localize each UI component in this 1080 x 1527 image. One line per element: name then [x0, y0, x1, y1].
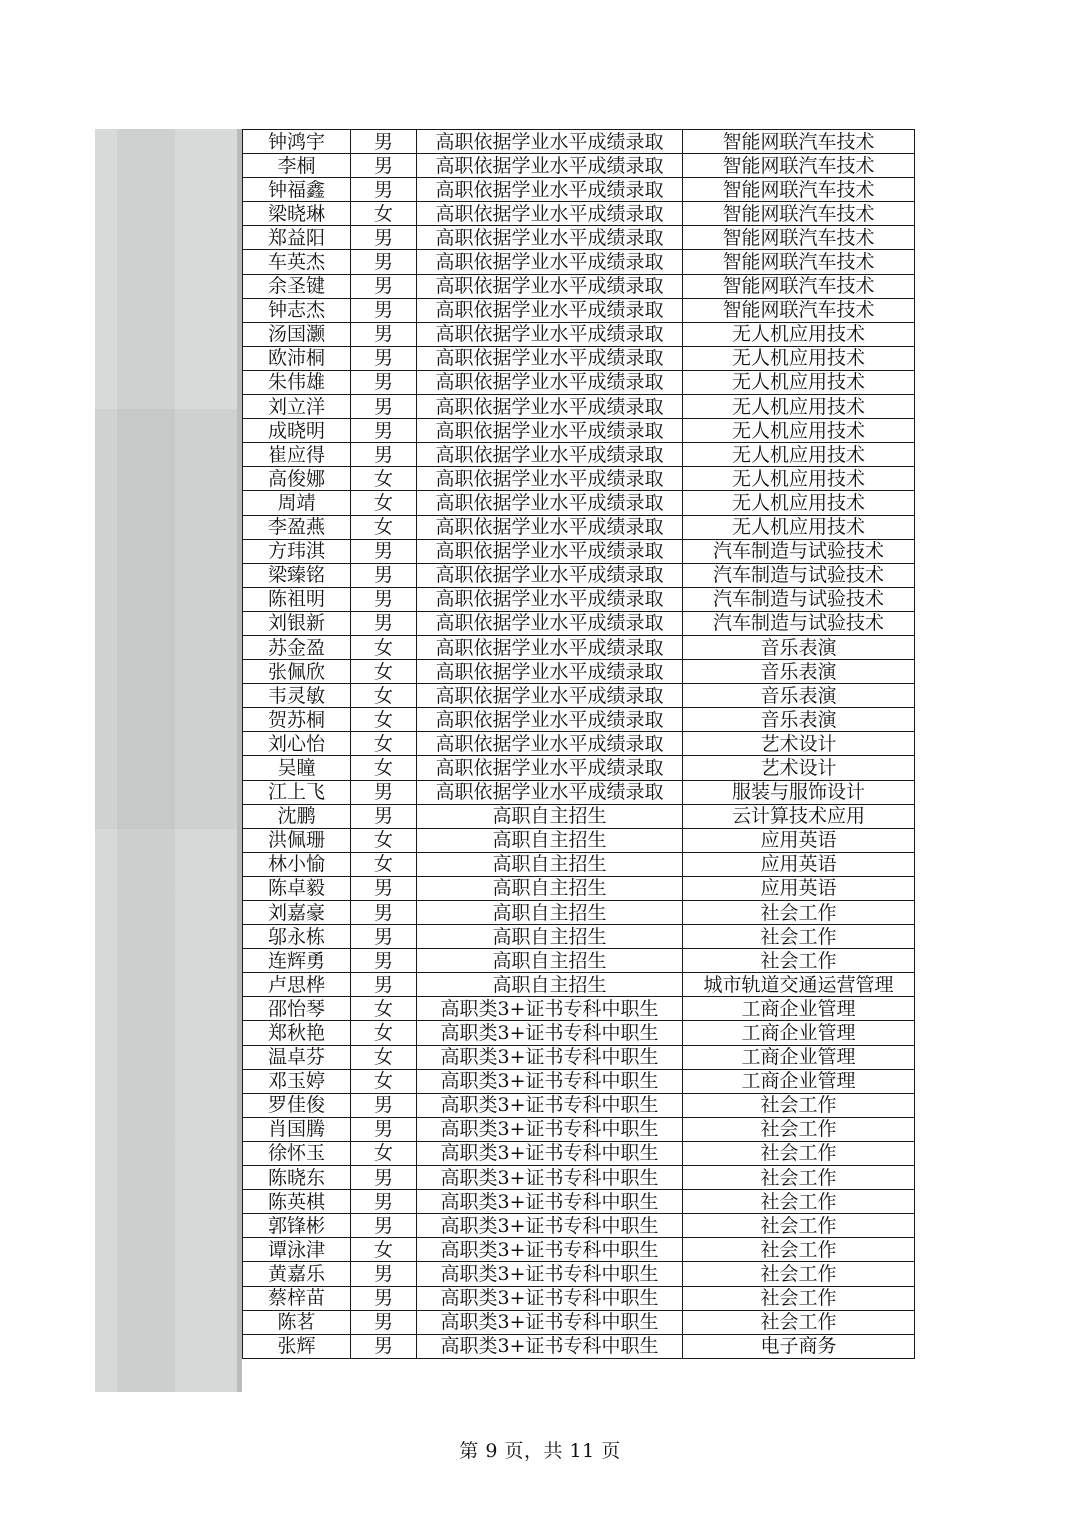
admission-type-cell: 高职自主招生 [417, 876, 683, 900]
admission-type-cell: 高职依据学业水平成绩录取 [417, 322, 683, 346]
admission-type-cell: 高职依据学业水平成绩录取 [417, 563, 683, 587]
admission-type-cell: 高职类3+证书专科中职生 [417, 1334, 683, 1358]
student-name-cell: 梁臻铭 [243, 563, 351, 587]
student-name-cell: 钟鸿宇 [243, 130, 351, 154]
gender-cell: 男 [351, 154, 417, 178]
student-name-cell: 陈英棋 [243, 1190, 351, 1214]
table-row [243, 274, 915, 298]
major-cell: 智能网联汽车技术 [683, 202, 915, 226]
gender-cell: 女 [351, 202, 417, 226]
table-row [243, 563, 915, 587]
admission-type-cell: 高职依据学业水平成绩录取 [417, 780, 683, 804]
admission-type-cell: 高职自主招生 [417, 852, 683, 876]
student-name-cell: 邵怡琴 [243, 997, 351, 1021]
student-name-cell: 刘嘉豪 [243, 901, 351, 925]
admission-type-cell: 高职类3+证书专科中职生 [417, 1310, 683, 1334]
student-name-cell: 刘立洋 [243, 395, 351, 419]
gender-cell: 男 [351, 1334, 417, 1358]
admission-type-cell: 高职自主招生 [417, 925, 683, 949]
table-row [243, 1069, 915, 1093]
gender-cell: 男 [351, 901, 417, 925]
major-cell: 社会工作 [683, 1286, 915, 1310]
student-name-cell: 郑益阳 [243, 226, 351, 250]
gender-cell: 男 [351, 1262, 417, 1286]
major-cell: 应用英语 [683, 876, 915, 900]
table-row [243, 322, 915, 346]
table-row [243, 419, 915, 443]
gender-cell: 男 [351, 274, 417, 298]
table-row [243, 780, 915, 804]
table-row [243, 1238, 915, 1262]
table-row [243, 587, 915, 611]
student-name-cell: 邬永栋 [243, 925, 351, 949]
student-name-cell: 张辉 [243, 1334, 351, 1358]
admission-type-cell: 高职类3+证书专科中职生 [417, 1214, 683, 1238]
student-name-cell: 连辉勇 [243, 949, 351, 973]
major-cell: 电子商务 [683, 1334, 915, 1358]
major-cell: 工商企业管理 [683, 1045, 915, 1069]
student-name-cell: 车英杰 [243, 250, 351, 274]
major-cell: 智能网联汽车技术 [683, 178, 915, 202]
gender-cell: 男 [351, 563, 417, 587]
major-cell: 智能网联汽车技术 [683, 298, 915, 322]
major-cell: 汽车制造与试验技术 [683, 563, 915, 587]
table-row [243, 611, 915, 635]
admission-type-cell: 高职依据学业水平成绩录取 [417, 660, 683, 684]
gender-cell: 男 [351, 346, 417, 370]
table-row [243, 539, 915, 563]
admission-type-cell: 高职依据学业水平成绩录取 [417, 467, 683, 491]
table-row [243, 1117, 915, 1141]
gender-cell: 女 [351, 660, 417, 684]
gender-cell: 女 [351, 1021, 417, 1045]
student-name-cell: 谭泳津 [243, 1238, 351, 1262]
gender-cell: 男 [351, 1286, 417, 1310]
gender-cell: 男 [351, 395, 417, 419]
student-name-cell: 汤国灏 [243, 322, 351, 346]
major-cell: 汽车制造与试验技术 [683, 539, 915, 563]
table-body [243, 130, 915, 1359]
student-name-cell: 徐怀玉 [243, 1141, 351, 1165]
table-row [243, 756, 915, 780]
table-row [243, 1214, 915, 1238]
major-cell: 智能网联汽车技术 [683, 130, 915, 154]
table-row [243, 178, 915, 202]
major-cell: 音乐表演 [683, 708, 915, 732]
admission-type-cell: 高职自主招生 [417, 804, 683, 828]
student-name-cell: 成晓明 [243, 419, 351, 443]
gender-cell: 男 [351, 130, 417, 154]
major-cell: 无人机应用技术 [683, 419, 915, 443]
student-name-cell: 欧沛桐 [243, 346, 351, 370]
student-name-cell: 黄嘉乐 [243, 1262, 351, 1286]
table-row [243, 1286, 915, 1310]
admission-type-cell: 高职依据学业水平成绩录取 [417, 298, 683, 322]
admission-type-cell: 高职类3+证书专科中职生 [417, 1117, 683, 1141]
student-name-cell: 吴瞳 [243, 756, 351, 780]
major-cell: 无人机应用技术 [683, 395, 915, 419]
table-row [243, 1334, 915, 1358]
admission-type-cell: 高职类3+证书专科中职生 [417, 1093, 683, 1117]
admission-type-cell: 高职依据学业水平成绩录取 [417, 274, 683, 298]
major-cell: 智能网联汽车技术 [683, 226, 915, 250]
admission-type-cell: 高职自主招生 [417, 901, 683, 925]
major-cell: 社会工作 [683, 949, 915, 973]
student-name-cell: 郑秋艳 [243, 1021, 351, 1045]
student-name-cell: 贺苏桐 [243, 708, 351, 732]
gender-cell: 男 [351, 1117, 417, 1141]
table-row [243, 467, 915, 491]
table-row [243, 949, 915, 973]
gender-cell: 男 [351, 1310, 417, 1334]
admission-type-cell: 高职依据学业水平成绩录取 [417, 250, 683, 274]
table-row [243, 370, 915, 394]
table-row [243, 515, 915, 539]
gender-cell: 男 [351, 178, 417, 202]
table-row [243, 298, 915, 322]
gender-cell: 男 [351, 1190, 417, 1214]
admission-type-cell: 高职依据学业水平成绩录取 [417, 178, 683, 202]
table-row [243, 828, 915, 852]
admission-type-cell: 高职依据学业水平成绩录取 [417, 346, 683, 370]
admission-type-cell: 高职依据学业水平成绩录取 [417, 684, 683, 708]
admission-type-cell: 高职类3+证书专科中职生 [417, 1190, 683, 1214]
admission-table [242, 129, 915, 1359]
gender-cell: 女 [351, 467, 417, 491]
gender-cell: 男 [351, 587, 417, 611]
gender-cell: 男 [351, 876, 417, 900]
gender-cell: 男 [351, 925, 417, 949]
gender-cell: 女 [351, 491, 417, 515]
gender-cell: 男 [351, 443, 417, 467]
major-cell: 社会工作 [683, 925, 915, 949]
student-name-cell: 李盈燕 [243, 515, 351, 539]
admission-type-cell: 高职自主招生 [417, 973, 683, 997]
table-row [243, 1166, 915, 1190]
admission-type-cell: 高职依据学业水平成绩录取 [417, 226, 683, 250]
admission-type-cell: 高职类3+证书专科中职生 [417, 1166, 683, 1190]
admission-type-cell: 高职类3+证书专科中职生 [417, 1141, 683, 1165]
student-name-cell: 肖国腾 [243, 1117, 351, 1141]
gender-cell: 女 [351, 1141, 417, 1165]
major-cell: 社会工作 [683, 1166, 915, 1190]
major-cell: 云计算技术应用 [683, 804, 915, 828]
major-cell: 社会工作 [683, 1214, 915, 1238]
gender-cell: 男 [351, 419, 417, 443]
table-row [243, 901, 915, 925]
student-name-cell: 高俊娜 [243, 467, 351, 491]
table-row [243, 1093, 915, 1117]
student-name-cell: 卢思桦 [243, 973, 351, 997]
gender-cell: 女 [351, 756, 417, 780]
student-name-cell: 余圣键 [243, 274, 351, 298]
gender-cell: 女 [351, 684, 417, 708]
gender-cell: 女 [351, 852, 417, 876]
student-name-cell: 韦灵敏 [243, 684, 351, 708]
table-row [243, 154, 915, 178]
admission-type-cell: 高职依据学业水平成绩录取 [417, 635, 683, 659]
admission-type-cell: 高职依据学业水平成绩录取 [417, 756, 683, 780]
major-cell: 艺术设计 [683, 756, 915, 780]
gender-cell: 男 [351, 780, 417, 804]
student-name-cell: 朱伟雄 [243, 370, 351, 394]
major-cell: 社会工作 [683, 901, 915, 925]
major-cell: 音乐表演 [683, 684, 915, 708]
major-cell: 社会工作 [683, 1117, 915, 1141]
gender-cell: 女 [351, 635, 417, 659]
major-cell: 汽车制造与试验技术 [683, 587, 915, 611]
major-cell: 社会工作 [683, 1238, 915, 1262]
admission-type-cell: 高职依据学业水平成绩录取 [417, 130, 683, 154]
student-name-cell: 陈祖明 [243, 587, 351, 611]
student-name-cell: 梁晓琳 [243, 202, 351, 226]
admission-type-cell: 高职依据学业水平成绩录取 [417, 154, 683, 178]
table-row [243, 684, 915, 708]
student-name-cell: 李桐 [243, 154, 351, 178]
major-cell: 音乐表演 [683, 635, 915, 659]
gender-cell: 男 [351, 370, 417, 394]
major-cell: 社会工作 [683, 1093, 915, 1117]
table-row [243, 130, 915, 154]
student-name-cell: 张佩欣 [243, 660, 351, 684]
student-name-cell: 陈卓毅 [243, 876, 351, 900]
admission-type-cell: 高职依据学业水平成绩录取 [417, 395, 683, 419]
major-cell: 无人机应用技术 [683, 515, 915, 539]
major-cell: 智能网联汽车技术 [683, 154, 915, 178]
major-cell: 社会工作 [683, 1141, 915, 1165]
gender-cell: 男 [351, 226, 417, 250]
major-cell: 城市轨道交通运营管理 [683, 973, 915, 997]
gender-cell: 男 [351, 611, 417, 635]
redacted-columns [95, 129, 242, 1392]
table-row [243, 1021, 915, 1045]
admission-type-cell: 高职自主招生 [417, 828, 683, 852]
student-name-cell: 林小愉 [243, 852, 351, 876]
table-row [243, 1141, 915, 1165]
table-row [243, 973, 915, 997]
table-row [243, 346, 915, 370]
student-name-cell: 苏金盈 [243, 635, 351, 659]
major-cell: 应用英语 [683, 828, 915, 852]
admission-type-cell: 高职类3+证书专科中职生 [417, 1262, 683, 1286]
admission-type-cell: 高职类3+证书专科中职生 [417, 1069, 683, 1093]
student-name-cell: 郭锋彬 [243, 1214, 351, 1238]
table-row [243, 1190, 915, 1214]
major-cell: 智能网联汽车技术 [683, 250, 915, 274]
admission-type-cell: 高职类3+证书专科中职生 [417, 1021, 683, 1045]
gender-cell: 男 [351, 539, 417, 563]
major-cell: 工商企业管理 [683, 997, 915, 1021]
admission-type-cell: 高职类3+证书专科中职生 [417, 1045, 683, 1069]
major-cell: 社会工作 [683, 1190, 915, 1214]
table-row [243, 491, 915, 515]
admission-type-cell: 高职依据学业水平成绩录取 [417, 370, 683, 394]
table-row [243, 1045, 915, 1069]
gender-cell: 女 [351, 1045, 417, 1069]
table-row [243, 660, 915, 684]
table-row [243, 250, 915, 274]
major-cell: 工商企业管理 [683, 1021, 915, 1045]
major-cell: 无人机应用技术 [683, 443, 915, 467]
major-cell: 音乐表演 [683, 660, 915, 684]
major-cell: 汽车制造与试验技术 [683, 611, 915, 635]
gender-cell: 男 [351, 298, 417, 322]
table-row [243, 876, 915, 900]
major-cell: 服装与服饰设计 [683, 780, 915, 804]
gender-cell: 男 [351, 1166, 417, 1190]
major-cell: 应用英语 [683, 852, 915, 876]
gender-cell: 男 [351, 250, 417, 274]
student-name-cell: 洪佩珊 [243, 828, 351, 852]
major-cell: 工商企业管理 [683, 1069, 915, 1093]
major-cell: 社会工作 [683, 1310, 915, 1334]
student-name-cell: 蔡梓苗 [243, 1286, 351, 1310]
table-row [243, 226, 915, 250]
major-cell: 智能网联汽车技术 [683, 274, 915, 298]
gender-cell: 女 [351, 997, 417, 1021]
admission-type-cell: 高职自主招生 [417, 949, 683, 973]
admission-type-cell: 高职类3+证书专科中职生 [417, 997, 683, 1021]
gender-cell: 男 [351, 949, 417, 973]
gender-cell: 女 [351, 828, 417, 852]
admission-type-cell: 高职依据学业水平成绩录取 [417, 515, 683, 539]
student-name-cell: 钟福鑫 [243, 178, 351, 202]
table-row [243, 732, 915, 756]
student-name-cell: 沈鹏 [243, 804, 351, 828]
table-row [243, 804, 915, 828]
student-name-cell: 邓玉婷 [243, 1069, 351, 1093]
admission-type-cell: 高职依据学业水平成绩录取 [417, 611, 683, 635]
student-name-cell: 崔应得 [243, 443, 351, 467]
major-cell: 社会工作 [683, 1262, 915, 1286]
major-cell: 无人机应用技术 [683, 467, 915, 491]
major-cell: 无人机应用技术 [683, 322, 915, 346]
page-footer: 第 9 页，共 11 页 [459, 1440, 621, 1462]
table-row [243, 997, 915, 1021]
gender-cell: 女 [351, 1069, 417, 1093]
table-row [243, 202, 915, 226]
gender-cell: 男 [351, 1093, 417, 1117]
admission-type-cell: 高职依据学业水平成绩录取 [417, 443, 683, 467]
gender-cell: 女 [351, 515, 417, 539]
gender-cell: 男 [351, 973, 417, 997]
student-name-cell: 周靖 [243, 491, 351, 515]
admission-type-cell: 高职依据学业水平成绩录取 [417, 587, 683, 611]
admission-type-cell: 高职类3+证书专科中职生 [417, 1238, 683, 1262]
table-row [243, 1262, 915, 1286]
major-cell: 无人机应用技术 [683, 346, 915, 370]
major-cell: 无人机应用技术 [683, 491, 915, 515]
student-name-cell: 温卓芬 [243, 1045, 351, 1069]
admission-type-cell: 高职类3+证书专科中职生 [417, 1286, 683, 1310]
student-name-cell: 刘银新 [243, 611, 351, 635]
admission-type-cell: 高职依据学业水平成绩录取 [417, 732, 683, 756]
admission-type-cell: 高职依据学业水平成绩录取 [417, 539, 683, 563]
table-row [243, 395, 915, 419]
student-name-cell: 陈晓东 [243, 1166, 351, 1190]
admission-type-cell: 高职依据学业水平成绩录取 [417, 419, 683, 443]
gender-cell: 男 [351, 804, 417, 828]
table-row [243, 1310, 915, 1334]
student-name-cell: 罗佳俊 [243, 1093, 351, 1117]
table-row [243, 708, 915, 732]
student-name-cell: 刘心怡 [243, 732, 351, 756]
table-row [243, 852, 915, 876]
gender-cell: 男 [351, 1214, 417, 1238]
admission-type-cell: 高职依据学业水平成绩录取 [417, 202, 683, 226]
student-name-cell: 方玮淇 [243, 539, 351, 563]
major-cell: 无人机应用技术 [683, 370, 915, 394]
table-row [243, 443, 915, 467]
gender-cell: 男 [351, 322, 417, 346]
student-name-cell: 陈茗 [243, 1310, 351, 1334]
student-name-cell: 钟志杰 [243, 298, 351, 322]
student-name-cell: 江上飞 [243, 780, 351, 804]
table-row [243, 635, 915, 659]
gender-cell: 女 [351, 708, 417, 732]
table-row [243, 925, 915, 949]
major-cell: 艺术设计 [683, 732, 915, 756]
admission-type-cell: 高职依据学业水平成绩录取 [417, 708, 683, 732]
admission-type-cell: 高职依据学业水平成绩录取 [417, 491, 683, 515]
gender-cell: 女 [351, 1238, 417, 1262]
gender-cell: 女 [351, 732, 417, 756]
